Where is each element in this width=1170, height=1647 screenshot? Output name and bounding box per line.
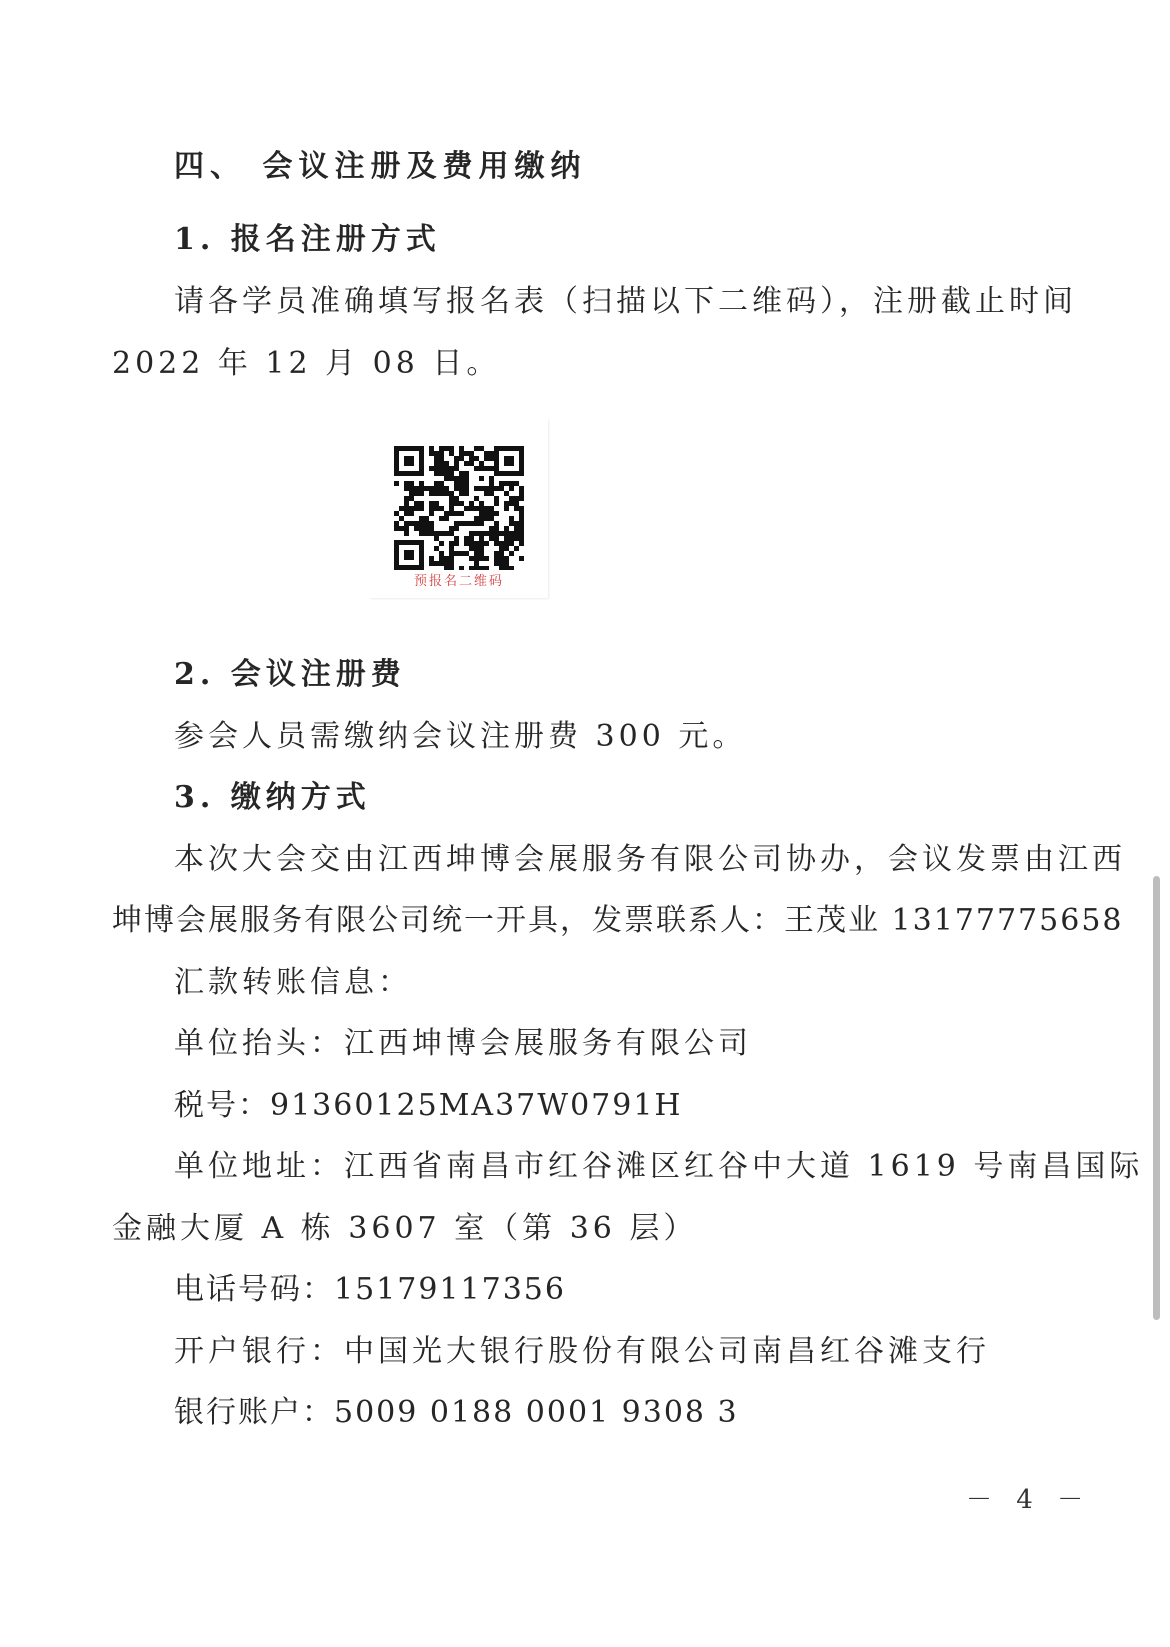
registration-qr-code <box>370 418 548 598</box>
address-line1: 单位地址：江西省南昌市红谷滩区红谷中大道 1619 号南昌国际 <box>174 1149 1144 1184</box>
payment-desc-line1: 本次大会交由江西坤博会展服务有限公司协办，会议发票由江西 <box>174 842 1126 877</box>
payment-heading: 3. 缴纳方式 <box>174 780 371 815</box>
bank-name: 开户银行：中国光大银行股份有限公司南昌红谷滩支行 <box>174 1334 990 1369</box>
tax-id: 税号：91360125MA37W0791H <box>174 1088 683 1123</box>
fee-heading: 2. 会议注册费 <box>174 657 406 692</box>
qr-code-image <box>394 446 524 570</box>
registration-text-line2: 2022 年 12 月 08 日。 <box>112 346 501 381</box>
fee-text: 参会人员需缴纳会议注册费 300 元。 <box>174 719 747 754</box>
company-name: 单位抬头：江西坤博会展服务有限公司 <box>174 1026 752 1061</box>
address-line2: 金融大厦 A 栋 3607 室（第 36 层） <box>112 1211 698 1246</box>
payment-desc-line2: 坤博会展服务有限公司统一开具，发票联系人：王茂业 13177775658 <box>112 903 1124 938</box>
registration-heading: 1. 报名注册方式 <box>174 222 441 257</box>
qr-caption: 预报名二维码 <box>413 574 504 589</box>
transfer-info-label: 汇款转账信息： <box>174 965 412 1000</box>
page-number: － 4 － <box>966 1485 1092 1515</box>
bank-account: 银行账户：5009 0188 0001 9308 3 <box>174 1395 739 1430</box>
registration-text-line1: 请各学员准确填写报名表（扫描以下二维码），注册截止时间 <box>174 284 1077 319</box>
vertical-scrollbar[interactable] <box>1153 876 1160 1320</box>
phone-number: 电话号码：15179117356 <box>174 1272 566 1307</box>
section-title: 四、 会议注册及费用缴纳 <box>174 149 587 184</box>
